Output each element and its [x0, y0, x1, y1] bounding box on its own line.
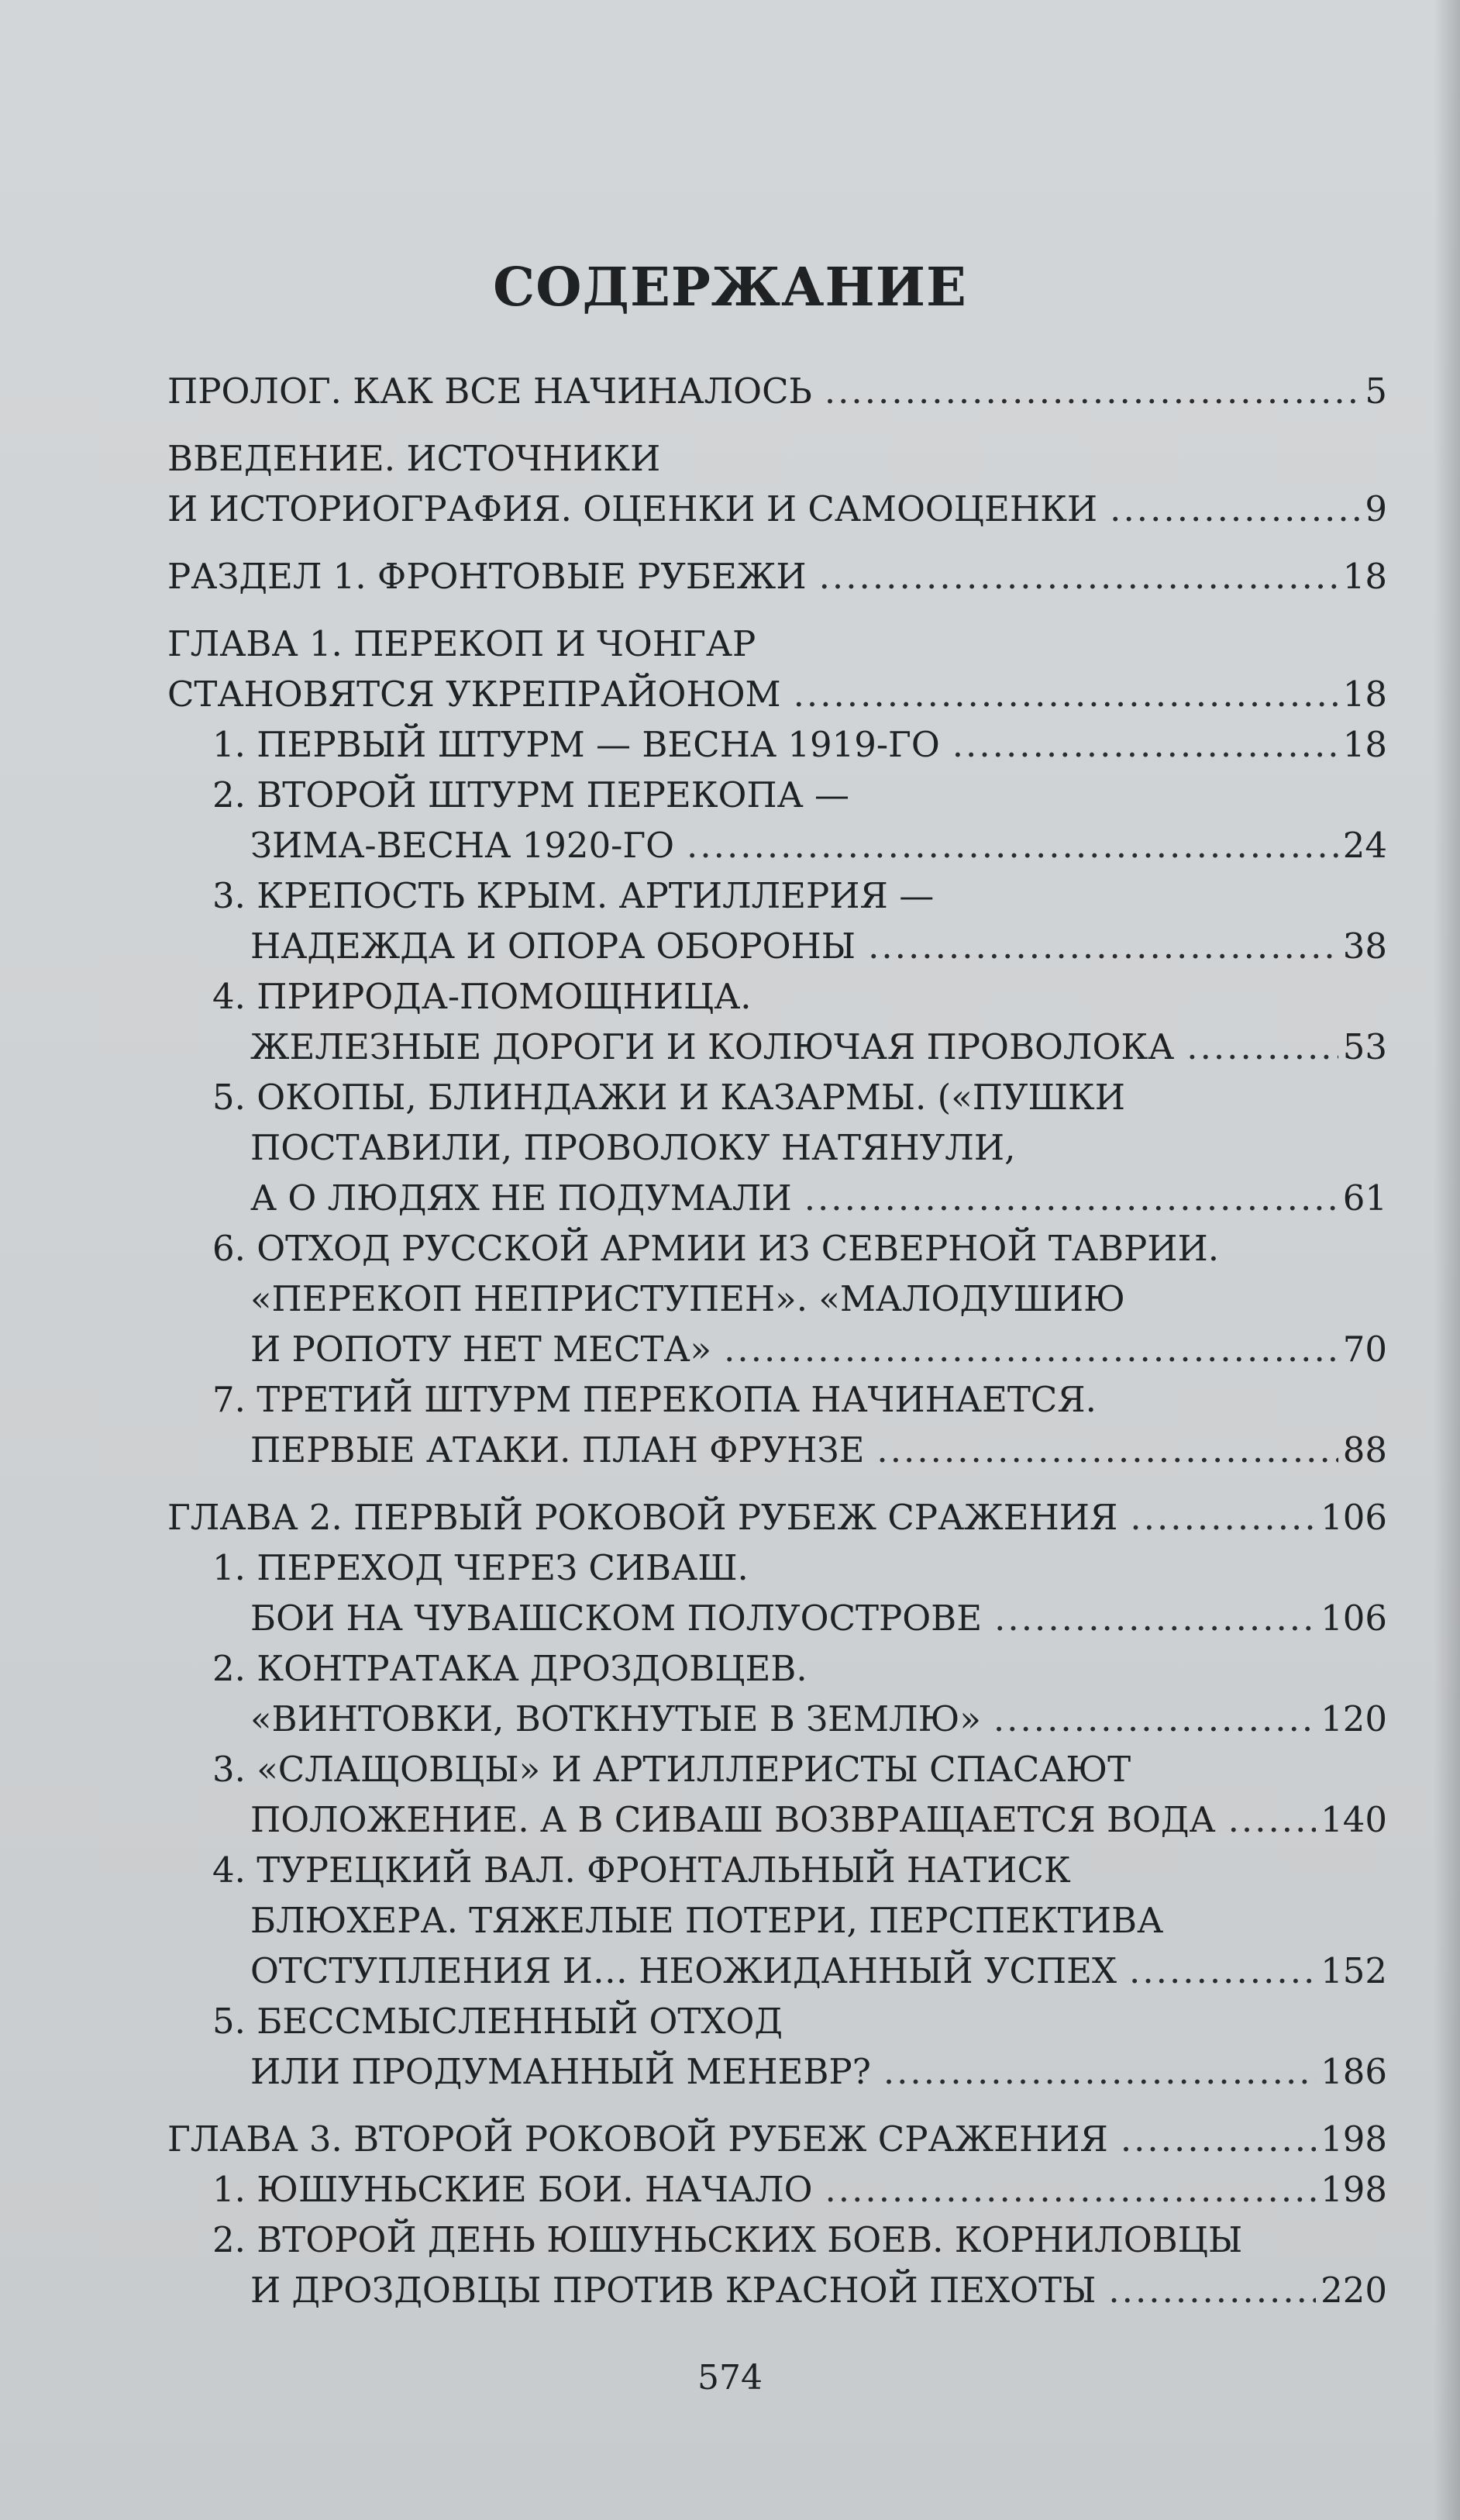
toc-entry-last-line [212, 921, 1387, 971]
dot-leader [1108, 2265, 1316, 2315]
toc-entry-last-line [167, 551, 1387, 602]
toc-entry-text: ОТСТУПЛЕНИЯ И… НЕОЖИДАННЫЙ УСПЕХ [250, 1950, 1117, 1991]
toc-section-entry [167, 1374, 1387, 1475]
toc-entry-line: 3. КРЕПОСТЬ КРЫМ. АРТИЛЛЕРИЯ — [212, 875, 935, 916]
toc-page-number: 24 [1342, 825, 1387, 866]
toc-entry-text: НАДЕЖДА И ОПОРА ОБОРОНЫ [250, 926, 856, 967]
toc-page-number: 198 [1321, 2118, 1387, 2160]
page-edge-shadow [1434, 0, 1460, 2520]
toc-entry-text: ЗИМА-ВЕСНА 1920-ГО [250, 825, 675, 866]
toc-entry-line: 6. ОТХОД РУССКОЙ АРМИИ ИЗ СЕВЕРНОЙ ТАВРИИ. [212, 1228, 1220, 1269]
toc-entry-text: И ДРОЗДОВЦЫ ПРОТИВ КРАСНОЙ ПЕХОТЫ [250, 2270, 1097, 2311]
toc-page-number: 140 [1321, 1799, 1387, 1840]
toc-entry-text: И РОПОТУ НЕТ МЕСТА» [250, 1329, 712, 1370]
dot-leader [868, 921, 1338, 971]
toc-chapter-entry [167, 619, 1387, 719]
toc-entry-last-line [167, 669, 1387, 719]
dot-leader [819, 551, 1338, 602]
toc-page-number: 18 [1342, 674, 1387, 715]
toc-entry-last-line [167, 2114, 1387, 2164]
toc-section-entry [167, 1543, 1387, 1643]
toc-entry-last-line [212, 1794, 1387, 1845]
toc-entry-text: ПОЛОЖЕНИЕ. А В СИВАШ ВОЗВРАЩАЕТСЯ ВОДА [250, 1799, 1216, 1840]
toc-page-number: 198 [1321, 2169, 1387, 2210]
dot-leader [1121, 2114, 1316, 2164]
dot-leader [1129, 1946, 1316, 1996]
toc-section-entry [167, 870, 1387, 971]
dot-leader [952, 719, 1338, 770]
dot-leader [994, 1593, 1316, 1643]
toc-entry-text: ИЛИ ПРОДУМАННЫЙ МЕНЕВР? [250, 2051, 871, 2092]
dot-leader [825, 2164, 1316, 2215]
toc-page-number: 9 [1365, 488, 1387, 529]
toc-page-number: 18 [1342, 724, 1387, 765]
toc-page-number: 18 [1342, 556, 1387, 597]
toc-entry-last-line [212, 2046, 1387, 2097]
page-number: 574 [697, 2358, 763, 2398]
toc-entry-line: «ПЕРЕКОП НЕПРИСТУПЕН». «МАЛОДУШИЮ [250, 1278, 1125, 1319]
toc-section-entry [167, 2164, 1387, 2215]
toc-entry-last-line [167, 366, 1387, 416]
toc-entry-last-line [167, 484, 1387, 534]
toc-page-number: 53 [1342, 1026, 1387, 1067]
toc-entry-line: 2. ВТОРОЙ ДЕНЬ ЮШУНЬСКИХ БОЕВ. КОРНИЛОВЦЫ [212, 2219, 1243, 2260]
toc-entry-text: ГЛАВА 3. ВТОРОЙ РОКОВОЙ РУБЕЖ СРАЖЕНИЯ [167, 2118, 1108, 2160]
dot-leader [825, 366, 1361, 416]
toc-entry-line: 5. БЕССМЫСЛЕННЫЙ ОТХОД [212, 2001, 783, 2042]
toc-chapter-entry [167, 366, 1387, 416]
toc-entry-line: ПОСТАВИЛИ, ПРОВОЛОКУ НАТЯНУЛИ, [250, 1127, 1016, 1168]
toc-entry-text: А О ЛЮДЯХ НЕ ПОДУМАЛИ [250, 1177, 792, 1219]
toc-page-number: 220 [1321, 2270, 1387, 2311]
toc-entry-text: ГЛАВА 2. ПЕРВЫЙ РОКОВОЙ РУБЕЖ СРАЖЕНИЯ [167, 1497, 1118, 1538]
toc-entry-last-line [212, 719, 1387, 770]
toc-section-entry [167, 770, 1387, 870]
toc-chapter-entry [167, 1492, 1387, 1543]
toc-entry-text: РАЗДЕЛ 1. ФРОНТОВЫЕ РУБЕЖИ [167, 556, 807, 597]
toc-page-number: 152 [1321, 1950, 1387, 1991]
toc-entry-line: 4. ПРИРОДА-ПОМОЩНИЦА. [212, 976, 752, 1017]
toc-page-number: 120 [1321, 1698, 1387, 1739]
toc-entry-last-line [212, 1946, 1387, 1996]
toc-chapter-entry [167, 433, 1387, 534]
toc-section-entry [167, 1072, 1387, 1223]
dot-leader [724, 1324, 1338, 1374]
toc-page-number: 106 [1321, 1497, 1387, 1538]
toc-section-entry [167, 2215, 1387, 2315]
toc-entry-last-line [212, 1425, 1387, 1475]
toc-entry-text: БОИ НА ЧУВАШСКОМ ПОЛУОСТРОВЕ [250, 1598, 983, 1639]
toc-entry-last-line [212, 2265, 1387, 2315]
toc-page-number: 88 [1342, 1429, 1387, 1470]
toc-page-number: 5 [1365, 371, 1387, 412]
dot-leader [1130, 1492, 1316, 1543]
toc-entry-text: СТАНОВЯТСЯ УКРЕПРАЙОНОМ [167, 674, 781, 715]
toc-entry-line: БЛЮХЕРА. ТЯЖЕЛЫЕ ПОТЕРИ, ПЕРСПЕКТИВА [250, 1900, 1164, 1941]
toc-entry-last-line [212, 1022, 1387, 1072]
toc-section-entry [167, 1996, 1387, 2097]
toc-section-entry [167, 1845, 1387, 1996]
toc-section-entry [167, 1744, 1387, 1845]
dot-leader [687, 820, 1338, 870]
toc-entry-line: 5. ОКОПЫ, БЛИНДАЖИ И КАЗАРМЫ. («ПУШКИ [212, 1077, 1125, 1118]
toc-section-entry [167, 971, 1387, 1072]
toc-entry-text: И ИСТОРИОГРАФИЯ. ОЦЕНКИ И САМООЦЕНКИ [167, 488, 1098, 529]
toc-section-entry [167, 719, 1387, 770]
toc-entry-text: 1. ЮШУНЬСКИЕ БОИ. НАЧАЛО [212, 2169, 813, 2210]
toc-entry-last-line [212, 2164, 1387, 2215]
toc-entry-text: ПРОЛОГ. КАК ВСЕ НАЧИНАЛОСЬ [167, 371, 812, 412]
dot-leader [876, 1425, 1338, 1475]
toc-entry-line: ВВЕДЕНИЕ. ИСТОЧНИКИ [167, 438, 661, 479]
dot-leader [1228, 1794, 1317, 1845]
toc-entry-line: 4. ТУРЕЦКИЙ ВАЛ. ФРОНТАЛЬНЫЙ НАТИСК [212, 1849, 1071, 1891]
dot-leader [883, 2046, 1316, 2097]
toc-page-number: 106 [1321, 1598, 1387, 1639]
toc-entry-text: 1. ПЕРВЫЙ ШТУРМ — ВЕСНА 1919-ГО [212, 724, 940, 765]
toc-entry-text: ЖЕЛЕЗНЫЕ ДОРОГИ И КОЛЮЧАЯ ПРОВОЛОКА [250, 1026, 1175, 1067]
toc-entry-last-line [212, 1173, 1387, 1223]
table-of-contents [167, 366, 1387, 2315]
page-title: СОДЕРЖАНИЕ [493, 256, 967, 319]
toc-entry-text: «ВИНТОВКИ, ВОТКНУТЫЕ В ЗЕМЛЮ» [250, 1698, 981, 1739]
dot-leader [1186, 1022, 1338, 1072]
toc-page-number: 61 [1342, 1177, 1387, 1219]
toc-entry-last-line [167, 1492, 1387, 1543]
toc-page-number: 186 [1321, 2051, 1387, 2092]
toc-entry-line: 1. ПЕРЕХОД ЧЕРЕЗ СИВАШ. [212, 1547, 749, 1588]
toc-page-number: 70 [1342, 1329, 1387, 1370]
dot-leader [1110, 484, 1360, 534]
toc-section-entry [167, 1223, 1387, 1374]
toc-entry-last-line [212, 820, 1387, 870]
toc-page-number: 38 [1342, 926, 1387, 967]
toc-entry-last-line [212, 1694, 1387, 1744]
dot-leader [993, 1694, 1316, 1744]
toc-chapter-entry [167, 551, 1387, 602]
toc-entry-line: 7. ТРЕТИЙ ШТУРМ ПЕРЕКОПА НАЧИНАЕТСЯ. [212, 1379, 1097, 1420]
toc-entry-line: 2. КОНТРАТАКА ДРОЗДОВЦЕВ. [212, 1648, 807, 1689]
toc-entry-last-line [212, 1593, 1387, 1643]
toc-section-entry [167, 1643, 1387, 1744]
toc-entry-line: ГЛАВА 1. ПЕРЕКОП И ЧОНГАР [167, 623, 756, 664]
toc-chapter-entry [167, 2114, 1387, 2164]
dot-leader [804, 1173, 1338, 1223]
dot-leader [794, 669, 1338, 719]
toc-entry-line: 2. ВТОРОЙ ШТУРМ ПЕРЕКОПА — [212, 774, 850, 815]
toc-entry-line: 3. «СЛАЩОВЦЫ» И АРТИЛЛЕРИСТЫ СПАСАЮТ [212, 1749, 1131, 1790]
toc-entry-text: ПЕРВЫЕ АТАКИ. ПЛАН ФРУНЗЕ [250, 1429, 865, 1470]
toc-entry-last-line [212, 1324, 1387, 1374]
